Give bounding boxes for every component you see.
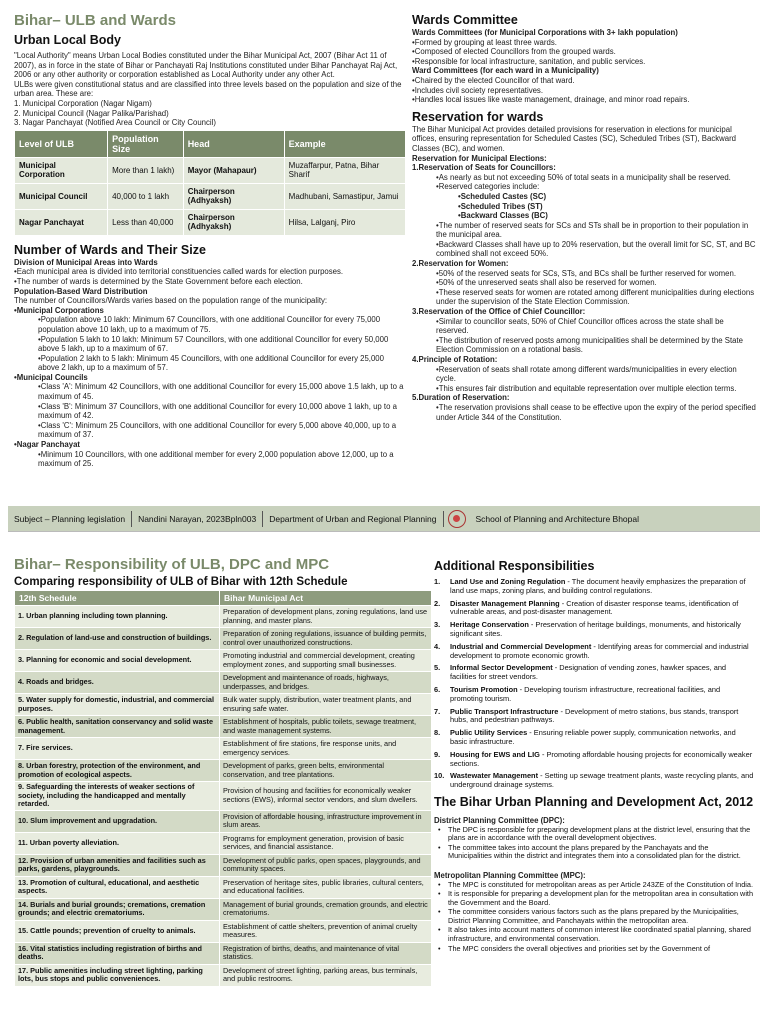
- reservation-line: •Reserved categories include:: [436, 182, 540, 192]
- schedule-cell: 4. Roads and bridges.: [15, 672, 220, 694]
- item-text: [450, 578, 754, 596]
- footer-subject: Subject – Planning legislation: [14, 514, 126, 524]
- table-header: Population Size: [108, 130, 184, 157]
- wards-line: Division of Municipal Areas into Wards: [14, 257, 158, 267]
- additional-item: [434, 729, 754, 747]
- wards-line: •Class 'C': Minimum 25 Councillors, with one additional Councillor for every 5,000 above 40,000, up to a maximum of 37.: [38, 420, 397, 440]
- wards-line: Population-Based Ward Distribution: [14, 286, 148, 296]
- levels-list: [14, 99, 406, 128]
- item-text: [450, 772, 754, 790]
- item-heading: Public Utility Services: [450, 728, 528, 738]
- slide-title: Bihar– ULB and Wards: [14, 12, 176, 29]
- act-cell: Development of parks, green belts, environmental conservation, and tree plantations.: [220, 760, 432, 782]
- comparison-row: [15, 832, 432, 854]
- table-cell: Muzaffarpur, Patna, Bihar Sharif: [284, 157, 405, 183]
- reservation-line: 2.Reservation for Women:: [412, 259, 509, 269]
- wards-line: •Nagar Panchayat: [14, 440, 80, 450]
- schedule-cell: 8. Urban forestry, protection of the environment, and promotion of ecological aspects.: [15, 760, 220, 782]
- item-description: - Setting up sewage treatment plants, waste recycling plants, and underground drainage systems.: [450, 771, 754, 790]
- schedule-cell: 14. Burials and burial grounds; cremations, cremation grounds; and electric crematoriums.: [15, 898, 220, 920]
- item-heading: Wastewater Management: [450, 771, 539, 781]
- additional-item: [434, 708, 754, 726]
- wards-line: •Class 'B': Minimum 37 Councillors, with one additional Councillor for every 10,000 above 1 lakh, up to a maximum of 42.: [38, 401, 397, 421]
- spa-logo-icon: [448, 510, 466, 528]
- footer-school: School of Planning and Architecture Bhopal: [475, 514, 640, 524]
- wards-line: •Population 5 lakh to 10 lakh: Minimum 57 Councillors, with one additional Councillor for every 50,000 above 5 lakh, up to a maximum of 67.: [38, 334, 389, 354]
- additional-item: [434, 686, 754, 704]
- item-text: [450, 729, 754, 747]
- mpc-heading: Metropolitan Planning Committee (MPC):: [434, 870, 586, 880]
- reservation-line: •This ensures fair distribution and equitable representation over multiple election terms.: [436, 383, 737, 393]
- act-cell: Preparation of development plans, zoning regulations, land use planning, and master plans.: [220, 606, 432, 628]
- comparison-row: [15, 606, 432, 628]
- mpc-list: [434, 881, 754, 954]
- reservation-line: •Similar to councillor seats, 50% of Chief Councillor offices across the state shall be reserved.: [436, 316, 724, 336]
- comparison-row: [15, 760, 432, 782]
- act-cell: Development of public parks, open spaces, playgrounds, and community spaces.: [220, 854, 432, 876]
- item-heading: Heritage Conservation: [450, 620, 529, 630]
- reservation-line: •Backward Classes shall have up to 20% reservation, but the overall limit for SC, ST, and BC combined shall not exceed 50%.: [436, 239, 756, 259]
- additional-list: [434, 578, 754, 790]
- item-heading: Disaster Management Planning: [450, 598, 560, 608]
- slide-responsibility: [8, 552, 760, 1024]
- item-number: 2.: [434, 598, 441, 608]
- item-text: [450, 643, 754, 661]
- item-text: [450, 621, 754, 639]
- table-cell: Less than 40,000: [108, 209, 184, 235]
- table-cell: Municipal Council: [15, 183, 108, 209]
- dpc-item: • The DPC is responsible for preparing development plans at the district level, ensuring that the plans are in accordance with the overall development objectives.: [434, 826, 754, 843]
- item-text: [450, 664, 754, 682]
- committee-line: •Composed of elected Councillors from the grouped wards.: [412, 47, 616, 57]
- table-header: Level of ULB: [15, 130, 108, 157]
- item-description: - Creation of disaster response teams, identification of vulnerable areas, and post-disaster management.: [450, 598, 739, 617]
- comparison-row: [15, 738, 432, 760]
- reservation-line: •Reservation of seats shall rotate among different wards/municipalities in every election cycle.: [436, 364, 737, 384]
- committee-line: •Chaired by the elected Councillor of that ward.: [412, 75, 575, 85]
- urban-local-body-heading: Urban Local Body: [14, 33, 121, 47]
- wards-heading: Number of Wards and Their Size: [14, 242, 206, 257]
- wards-line: •Municipal Councils: [14, 372, 88, 382]
- comparison-header: Bihar Municipal Act: [220, 591, 432, 606]
- item-number: 10.: [434, 771, 445, 781]
- schedule-cell: 3. Planning for economic and social development.: [15, 650, 220, 672]
- table-cell: Madhubani, Samastipur, Jamui: [284, 183, 405, 209]
- act-cell: Promoting industrial and commercial development, creating employment zones, and supporting small businesses.: [220, 650, 432, 672]
- item-number: 1.: [434, 577, 441, 586]
- reservation-line: •50% of the unreserved seats shall also be reserved for women.: [436, 278, 657, 288]
- committee-line: •Responsible for local infrastructure, sanitation, and public services.: [412, 56, 646, 66]
- comparison-row: [15, 628, 432, 650]
- dpc-heading: District Planning Committee (DPC):: [434, 815, 565, 825]
- wards-line: •Population 2 lakh to 5 lakh: Minimum 45 Councillors, with one additional Councillor for every 25,000 above 2 lakh, up to a maximum of 57.: [38, 353, 384, 373]
- act-cell: Programs for employment generation, provision of basic services, and financial assistance.: [220, 832, 432, 854]
- item-number: 9.: [434, 749, 441, 759]
- additional-item: [434, 643, 754, 661]
- act-cell: Provision of affordable housing, infrastructure improvement in slum areas.: [220, 810, 432, 832]
- committee-line: Ward Committees (for each ward in a Municipality): [412, 66, 599, 76]
- item-description: - Promoting affordable housing projects for economically weaker sections.: [450, 749, 753, 768]
- item-description: - The document heavily emphasizes the preparation of land use maps, zoning plans, and building control regulations.: [450, 577, 746, 595]
- comparison-row: [15, 876, 432, 898]
- additional-item: [434, 600, 754, 618]
- wards-line: •Population above 10 lakh: Minimum 67 Councillors, with one additional Councillor for every 75,000 population above 10 lakh, up to a maximum of 75.: [38, 315, 381, 334]
- additional-item: [434, 772, 754, 790]
- table-cell: Chairperson (Adhyaksh): [183, 209, 284, 235]
- wards-line: •Each municipal area is divided into territorial constituencies called wards for election purposes.: [14, 267, 344, 277]
- act-cell: Management of burial grounds, cremation grounds, and electric crematoriums.: [220, 898, 432, 920]
- comparison-row: [15, 810, 432, 832]
- level-item: 1. Municipal Corporation (Nagar Nigam): [14, 98, 152, 108]
- footer-bar: [8, 506, 760, 532]
- table-header: Head: [183, 130, 284, 157]
- level-item: 2. Municipal Council (Nagar Palika/Parishad): [14, 108, 169, 118]
- act-cell: Establishment of cattle shelters, prevention of animal cruelty measures.: [220, 920, 432, 942]
- wards-line: •Municipal Corporations: [14, 305, 104, 315]
- committee-line: •Includes civil society representatives.: [412, 85, 544, 95]
- act-heading: The Bihar Urban Planning and Development Act, 2012: [434, 794, 754, 809]
- ulb-levels-table: [14, 130, 406, 236]
- table-row: [15, 157, 406, 183]
- table-cell: Chairperson (Adhyaksh): [183, 183, 284, 209]
- comparison-row: [15, 898, 432, 920]
- reservation-line: The Bihar Municipal Act provides detailed provisions for reservation in elections for municipal offices, ensuring representation for Scheduled Castes (SC), Scheduled Tribes (ST), Backward Classes (BC), and women.: [412, 124, 737, 153]
- schedule-cell: 5. Water supply for domestic, industrial, and commercial purposes.: [15, 694, 220, 716]
- schedule-cell: 11. Urban poverty alleviation.: [15, 832, 220, 854]
- table-row: [15, 209, 406, 235]
- act-cell: Development and maintenance of roads, highways, underpasses, and bridges.: [220, 672, 432, 694]
- reservation-line: •The reservation provisions shall cease to be effective upon the expiry of the period specified under Article 344 of the Constitution.: [436, 402, 756, 422]
- comparison-table: [14, 590, 432, 987]
- comparison-row: [15, 782, 432, 811]
- footer-department: Department of Urban and Regional Planning: [269, 514, 437, 524]
- reservation-line: Reservation for Municipal Elections:: [412, 153, 547, 163]
- committee-line: •Handles local issues like waste management, drainage, and minor road repairs.: [412, 95, 690, 105]
- additional-item: [434, 664, 754, 682]
- item-description: - Development of metro stations, bus stands, transport hubs, and pedestrian pathways.: [450, 706, 739, 725]
- additional-item: [434, 578, 754, 596]
- schedule-cell: 13. Promotion of cultural, educational, and aesthetic aspects.: [15, 876, 220, 898]
- committee-line: •Formed by grouping at least three wards.: [412, 37, 557, 47]
- dpc-item: • The committee takes into account the plans prepared by the Panchayats and the Municipalities within the district and integrates them into a consolidated plan for the district.: [434, 844, 754, 861]
- act-cell: Establishment of fire stations, fire response units, and emergency services.: [220, 738, 432, 760]
- act-cell: Establishment of hospitals, public toilets, sewage treatment, and waste management systems.: [220, 716, 432, 738]
- schedule-cell: 2. Regulation of land-use and construction of buildings.: [15, 628, 220, 650]
- comparison-row: [15, 716, 432, 738]
- left-column: [14, 12, 406, 504]
- schedule-cell: 1. Urban planning including town planning.: [15, 606, 220, 628]
- compare-column: [14, 556, 432, 1022]
- dpc-list: [434, 826, 754, 861]
- wards-line: •The number of wards is determined by the State Government before each election.: [14, 276, 303, 286]
- schedule-cell: 16. Vital statistics including registration of births and deaths.: [15, 942, 220, 964]
- item-description: - Identifying areas for commercial and industrial development to promote economic growth.: [450, 641, 749, 660]
- mpc-item: • The MPC considers the overall objectives and priorities set by the Government of: [434, 945, 754, 954]
- wards-line: The number of Councillors/Wards varies based on the population range of the municipality:: [14, 296, 328, 306]
- act-cell: Development of street lighting, parking areas, bus terminals, and public restrooms.: [220, 964, 432, 986]
- slide2-title: Bihar– Responsibility of ULB, DPC and MPC: [14, 556, 330, 573]
- item-number: 3.: [434, 620, 441, 630]
- footer-author: Nandini Narayan, 2023Bpln003: [138, 514, 257, 524]
- act-cell: Bulk water supply, distribution, water treatment plants, and ensuring safe water.: [220, 694, 432, 716]
- wards-line: •Minimum 10 Councillors, with one additional member for every 2,000 population above 12,000, up to a maximum of 25.: [38, 449, 394, 469]
- comparison-row: [15, 694, 432, 716]
- item-number: 5.: [434, 663, 441, 673]
- committee-line: Wards Committees (for Municipal Corporations with 3+ lakh population): [412, 28, 678, 37]
- reservation-line: •As nearly as but not exceeding 50% of total seats in a municipality shall be reserved.: [436, 172, 731, 182]
- additional-heading: Additional Responsibilities: [434, 559, 595, 573]
- comparison-row: [15, 942, 432, 964]
- item-heading: Public Transport Infrastructure: [450, 706, 559, 716]
- committee-content: [412, 28, 756, 105]
- act-cell: Provision of housing and facilities for economically weaker sections (EWS), informal sector vendors, and slum dwellers.: [220, 782, 432, 811]
- wards-content: [14, 258, 406, 469]
- levels-intro: ULBs were given constitutional status and are classified into three levels based on the population and size of the urban area. These are:: [14, 79, 402, 99]
- item-heading: Industrial and Commercial Development: [450, 641, 592, 651]
- schedule-cell: 10. Slum improvement and upgradation.: [15, 810, 220, 832]
- reservation-line: •Backward Classes (BC): [458, 211, 548, 221]
- reservation-line: 3.Reservation of the Office of Chief Councillor:: [412, 307, 586, 317]
- table-cell: Hilsa, Lalganj, Piro: [284, 209, 405, 235]
- additional-item: [434, 621, 754, 639]
- schedule-cell: 12. Provision of urban amenities and facilities such as parks, gardens, playgrounds.: [15, 854, 220, 876]
- act-cell: Preparation of zoning regulations, issuance of building permits, control over unauthorized constructions.: [220, 628, 432, 650]
- right-column: [412, 12, 756, 504]
- act-cell: Registration of births, deaths, and maintenance of vital statistics.: [220, 942, 432, 964]
- reservation-line: •The distribution of reserved posts among municipalities shall be determined by the State Election Commission on a rotational basis.: [436, 335, 743, 355]
- reservation-line: •50% of the reserved seats for SCs, STs, and BCs shall be further reserved for women.: [436, 268, 737, 278]
- comparison-row: [15, 650, 432, 672]
- comparison-row: [15, 964, 432, 986]
- table-row: [15, 183, 406, 209]
- item-description: - Preservation of heritage buildings, monuments, and historically significant sites.: [450, 620, 741, 638]
- compare-heading: Comparing responsibility of ULB of Bihar with 12th Schedule: [14, 576, 348, 588]
- item-number: 8.: [434, 728, 441, 738]
- item-description: - Developing tourism infrastructure, recreational facilities, and promoting tourism.: [450, 684, 721, 703]
- reservation-line: •These reserved seats for women are rotated among different municipalities during elections under the supervision of the State Election Commission.: [436, 287, 755, 307]
- table-cell: Nagar Panchayat: [15, 209, 108, 235]
- schedule-cell: 7. Fire services.: [15, 738, 220, 760]
- comparison-row: [15, 920, 432, 942]
- mpc-item: • It also takes into account matters of common interest like coordinated spatial planning, shared infrastructure, and environmental conservation.: [434, 926, 754, 943]
- item-heading: Housing for EWS and LIG: [450, 749, 540, 759]
- item-text: [450, 708, 754, 726]
- reservation-line: •The number of reserved seats for SCs and STs shall be in proportion to their population in the municipal area.: [436, 220, 749, 240]
- table-cell: Mayor (Mahapaur): [183, 157, 284, 183]
- item-number: 6.: [434, 684, 441, 694]
- comparison-row: [15, 854, 432, 876]
- act-cell: Preservation of heritage sites, public libraries, cultural centers, and educational facilities.: [220, 876, 432, 898]
- item-number: 4.: [434, 641, 441, 651]
- mpc-item: • The MPC is constituted for metropolitan areas as per Article 243ZE of the Constitution of India.: [434, 881, 754, 890]
- reservation-line: •Scheduled Castes (SC): [458, 191, 547, 201]
- item-description: - Designation of vending zones, hawker spaces, and facilities for street vendors.: [450, 663, 727, 682]
- level-item: 3. Nagar Panchayat (Notified Area Council or City Council): [14, 118, 216, 128]
- reservation-line: 1.Reservation of Seats for Councillors:: [412, 163, 556, 173]
- item-heading: Land Use and Zoning Regulation: [450, 577, 566, 586]
- item-number: 7.: [434, 706, 441, 716]
- table-cell: 40,000 to 1 lakh: [108, 183, 184, 209]
- wards-line: •Class 'A': Minimum 42 Councillors, with one additional Councillor for every 15,000 above 1.5 lakh, up to a maximum of 45.: [38, 382, 404, 402]
- wards-committee-heading: Wards Committee: [412, 13, 518, 27]
- item-text: [450, 751, 754, 769]
- schedule-cell: 6. Public health, sanitation conservancy and solid waste management.: [15, 716, 220, 738]
- additional-item: [434, 751, 754, 769]
- reservation-line: •Scheduled Tribes (ST): [458, 201, 543, 211]
- schedule-cell: 9. Safeguarding the interests of weaker sections of society, including the handicapped and mentally retarded.: [15, 782, 220, 811]
- reservation-heading: Reservation for wards: [412, 109, 544, 124]
- item-text: [450, 600, 754, 618]
- reservation-line: 5.Duration of Reservation:: [412, 393, 510, 403]
- slide-ulb-and-wards: [8, 8, 760, 532]
- comparison-header: 12th Schedule: [15, 591, 220, 606]
- table-header: Example: [284, 130, 405, 157]
- item-heading: Tourism Promotion: [450, 684, 518, 694]
- mpc-item: • It is responsible for preparing a development plan for the metropolitan area in consultation with the Government and the Board.: [434, 890, 754, 907]
- schedule-cell: 17. Public amenities including street lighting, parking lots, bus stops and public conveniences.: [15, 964, 220, 986]
- item-description: - Ensuring reliable power supply, communication networks, and basic infrastructure.: [450, 728, 736, 746]
- table-cell: Municipal Corporation: [15, 157, 108, 183]
- responsibility-column: [434, 556, 754, 1022]
- reservation-content: [412, 125, 756, 422]
- item-heading: Informal Sector Development: [450, 663, 553, 673]
- reservation-line: 4.Principle of Rotation:: [412, 355, 498, 364]
- mpc-item: • The committee considers various factors such as the plans prepared by the Municipalities, District Planning Committee, and Panchayats within the metropolitan area.: [434, 908, 754, 925]
- comparison-row: [15, 672, 432, 694]
- schedule-cell: 15. Cattle pounds; prevention of cruelty to animals.: [15, 920, 220, 942]
- table-cell: More than 1 lakh): [108, 157, 184, 183]
- intro-paragraph: "Local Authority" means Urban Local Bodies constituted under the Bihar Municipal Act, 2007 (Bihar Act 11 of 2007), as in force in the state of Bihar or Panchayati Raj Institutions constituted under Bihar Panchayat Raj Act, 2006 or any other authority or corporation established as Local Authority under any other Act.: [14, 51, 398, 80]
- item-text: [450, 686, 754, 704]
